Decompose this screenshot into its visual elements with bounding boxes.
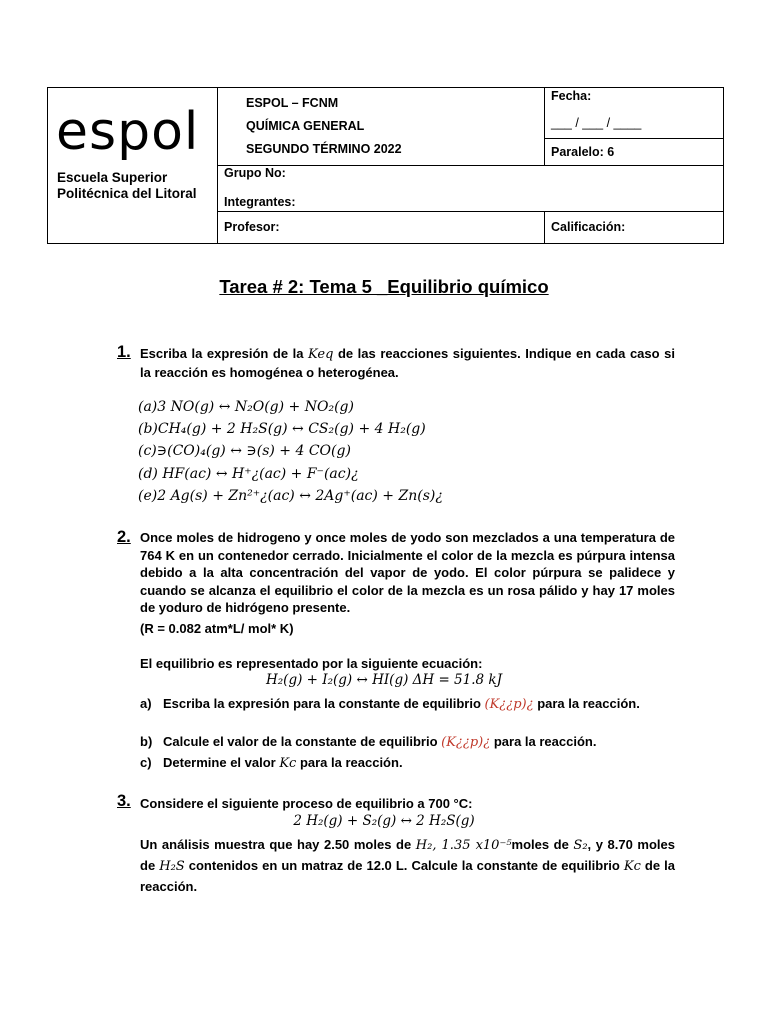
kp-symbol-b: (K¿¿p)¿ (441, 735, 491, 750)
item-a-label: a) (140, 696, 152, 711)
grupo-label: Grupo No: (224, 166, 286, 180)
equation-intro: El equilibrio es representado por la siguiente ecuación: (140, 656, 483, 671)
q3-text-2: moles de (511, 837, 574, 852)
term-line: SEGUNDO TÉRMINO 2022 (246, 142, 402, 156)
item-b (140, 733, 675, 752)
equation-h2s: 2 H₂(g) + S₂(g) ↔ 2 H₂S(g) (293, 813, 475, 829)
calificacion-label: Calificación: (551, 220, 626, 234)
kc-symbol: Kc (279, 756, 297, 771)
logo-subtitle (57, 170, 197, 202)
kc-symbol-q3: Kc (623, 859, 641, 874)
q1-text-b: de las reacciones siguientes. Indique en cada caso si la reacción es homogénea o heterogénea. (140, 346, 675, 380)
equation-hi: H₂(g) + I₂(g) ↔ HI(g) ΔH = 51.8 kJ (266, 672, 502, 688)
item-c-text-1: Determine el valor (163, 755, 280, 770)
q3-text-1: Un análisis muestra que hay 2.50 moles de (140, 837, 416, 852)
question-2-text: Once moles de hidrogeno y once moles de yodo son mezclados a una temperatura de 764 K en un contenedor cerrado. Inicialmente el color de la mezcla es púrpura intensa debido a la alta concentración del vapor de yodo. El color púrpura se palidece y cuando se alcanza el equilibrio el color de la mezcla es un rosa pálido y hay 17 moles de yoduro de hidrógeno presente. (140, 530, 675, 615)
logo-subtitle-line1: Escuela Superior (57, 170, 168, 185)
gas-constant: (R = 0.082 atm*L/ mol* K) (140, 621, 294, 636)
s2-symbol: S₂ (573, 838, 588, 853)
item-b-text-1: Calcule el valor de la constante de equilibrio (163, 734, 442, 749)
q3-text-4: contenidos en un matraz de 12.0 L. Calcule la constante de equilibrio (184, 858, 624, 873)
espol-logo (56, 102, 216, 222)
equation-b: (b)CH₄(g) + 2 H₂S(g) ↔ CS₂(g) + 4 H₂(g) (138, 421, 426, 437)
institution-line: ESPOL – FCNM (246, 96, 339, 110)
equation-e: (e)2 Ag(s) + Zn²⁺¿(ac) ↔ 2Ag⁺(ac) + Zn(s)¿ (138, 488, 443, 504)
fecha-label: Fecha: (551, 89, 592, 103)
integrantes-label: Integrantes: (224, 195, 296, 209)
question-3-number: 3. (117, 792, 131, 810)
q3-text-5: de la reacción. (140, 858, 675, 894)
fecha-field[interactable]: ___ / ___ / ____ (551, 116, 642, 130)
equation-c: (c)∋(CO)₄(g) ↔ ∋(s) + 4 CO(g) (138, 443, 351, 459)
item-b-text-2: para la reacción. (490, 734, 597, 749)
logo-wordmark: espol (56, 102, 200, 162)
keq-symbol: Keq (308, 347, 334, 362)
question-1-number: 1. (117, 343, 131, 361)
equation-d: (d) HF(ac) ↔ H⁺¿(ac) + F⁻(ac)¿ (138, 466, 359, 482)
item-c (140, 754, 675, 773)
s2-amount: , 1.35 x10⁻⁵ (432, 838, 512, 853)
paralelo-label: Paralelo: 6 (551, 145, 615, 159)
item-b-label: b) (140, 734, 153, 749)
question-1-text (140, 345, 675, 381)
profesor-label: Profesor: (224, 220, 280, 234)
item-a-text-1: Escriba la expresión para la constante de equilibrio (163, 696, 485, 711)
course-line: QUÍMICA GENERAL (246, 119, 365, 133)
item-a-text-2: para la reacción. (533, 696, 640, 711)
question-3-intro: Considere el siguiente proceso de equilibrio a 700 °C: (140, 796, 473, 811)
header-table (47, 87, 724, 244)
item-a (140, 695, 675, 714)
equation-a: (a)3 NO(g) ↔ N₂O(g) + NO₂(g) (138, 399, 354, 415)
question-3-text (140, 835, 675, 897)
logo-subtitle-line2: Politécnica del Litoral (57, 186, 197, 201)
item-c-text-2: para la reacción. (296, 755, 403, 770)
kp-symbol-a: (K¿¿p)¿ (484, 697, 534, 712)
q3-text-3: , y 8.70 moles de (140, 837, 675, 873)
page-title: Tarea # 2: Tema 5 _Equilibrio químico (219, 276, 549, 297)
h2s-symbol: H₂S (159, 859, 185, 874)
item-c-label: c) (140, 755, 152, 770)
h2-symbol: H₂ (415, 838, 433, 853)
question-2-number: 2. (117, 528, 131, 546)
q1-text-a: Escriba la expresión de la (140, 346, 309, 361)
